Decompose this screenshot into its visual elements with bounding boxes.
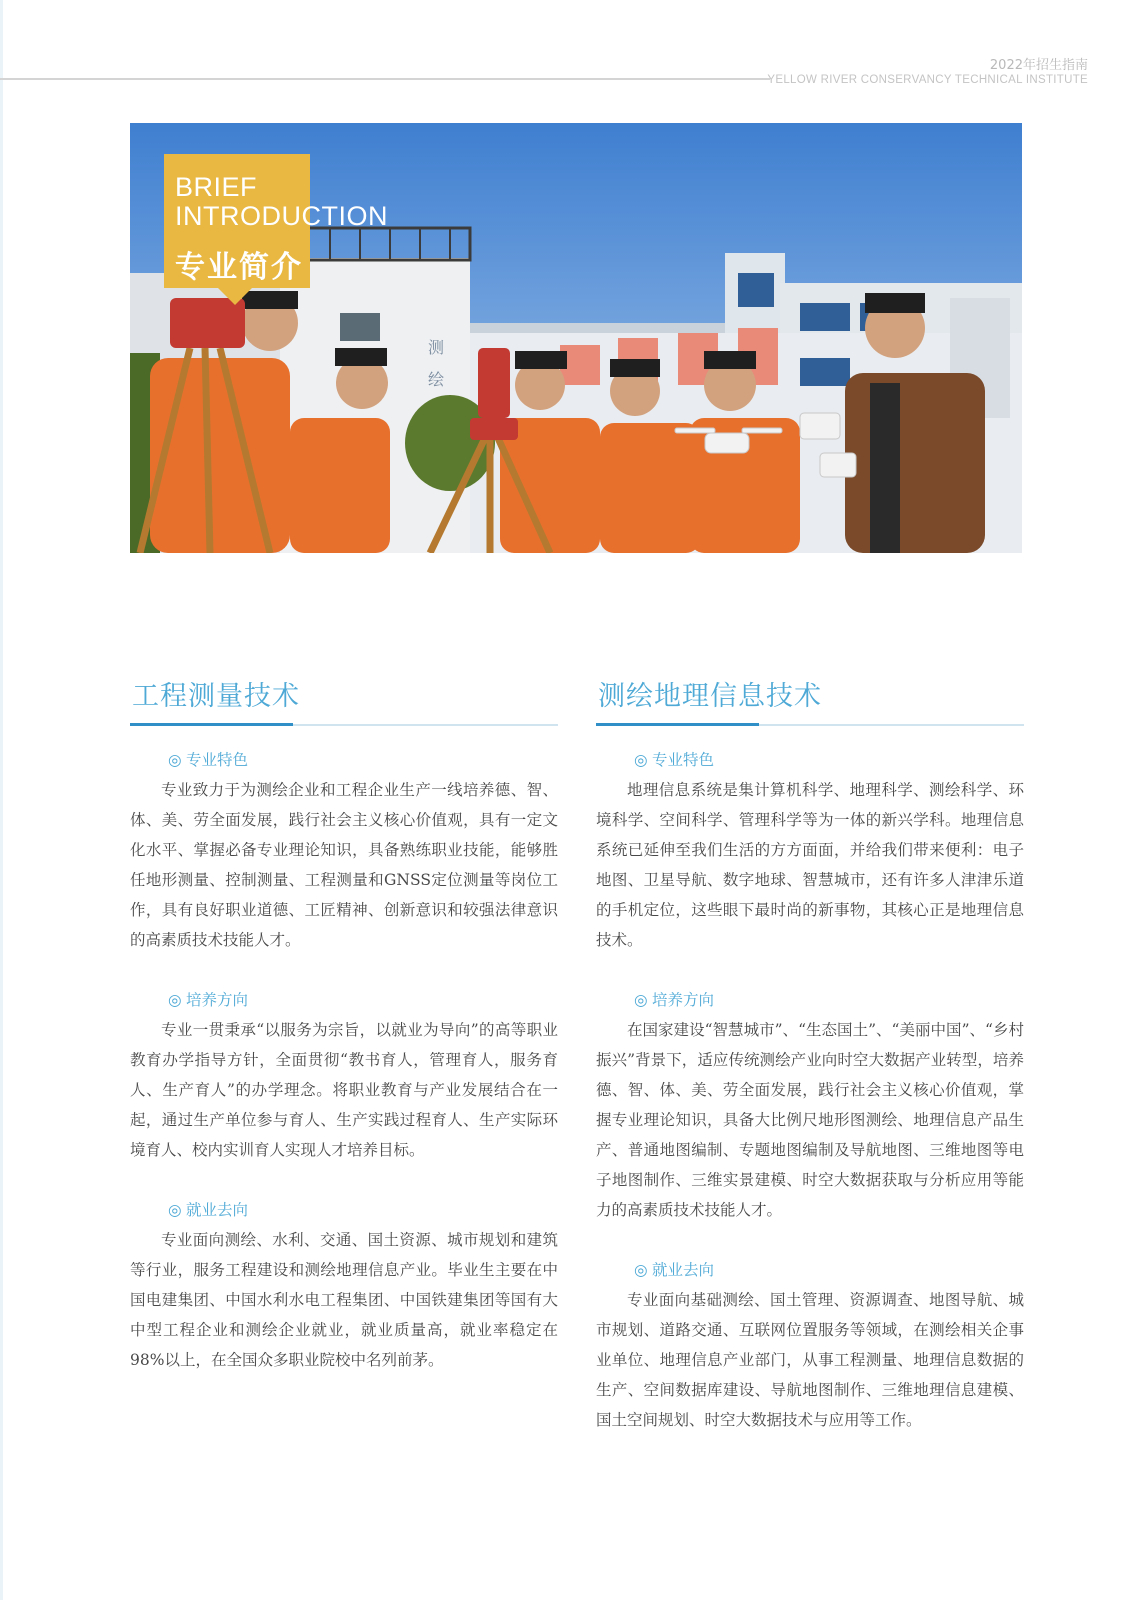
target-bullet-icon: ◎ — [168, 991, 182, 1009]
photo-sign-char-2: 绘 — [428, 370, 445, 389]
target-bullet-icon: ◎ — [634, 751, 648, 769]
target-bullet-icon: ◎ — [168, 1201, 182, 1219]
institute-name: YELLOW RIVER CONSERVANCY TECHNICAL INSTITUTE — [767, 74, 1088, 86]
right-column — [596, 679, 1024, 1435]
section-heading — [168, 985, 558, 1015]
intro-en-line-2: INTRODUCTION — [175, 201, 388, 231]
column-title-accent — [130, 723, 293, 726]
section-heading-label: 就业去向 — [652, 1261, 715, 1279]
section-paragraph: 专业面向测绘、水利、交通、国土资源、城市规划和建筑等行业，服务工程建设和测绘地理信息产业。毕业生主要在中国电建集团、中国水利水电工程集团、中国铁建集团等国有大中型工程企业和测绘企业就业，就业质量高，就业率稳定在98%以上，在全国众多职业院校中名列前茅。 — [130, 1231, 558, 1369]
column-title: 测绘地理信息技术 — [598, 681, 822, 712]
column-title-rule — [596, 724, 1024, 726]
section-heading-label: 就业去向 — [186, 1201, 249, 1219]
section-paragraph: 在国家建设“智慧城市”、“生态国土”、“美丽中国”、“乡村振兴”背景下，适应传统测绘产业向时空大数据产业转型，培养德、智、体、美、劳全面发展，践行社会主义核心价值观，掌握专业理论知识，具备大比例尺地形图测绘、地理信息产品生产、普通地图编制、专题地图编制及导航地图、三维地图等电子地图制作、三维实景建模、时空大数据获取与分析应用等能力的高素质技术技能人才。 — [596, 1021, 1024, 1219]
badge-pointer — [218, 288, 252, 305]
section-heading-label: 培养方向 — [186, 991, 249, 1009]
target-bullet-icon: ◎ — [168, 751, 182, 769]
column-title: 工程测量技术 — [132, 681, 300, 712]
section-paragraph: 专业一贯秉承“以服务为宗旨，以就业为导向”的高等职业教育办学指导方针，全面贯彻“教书育人，管理育人，服务育人、生产育人”的办学理念。将职业教育与产业发展结合在一起，通过生产单位参与育人、生产实践过程育人、生产实际环境育人、校内实训育人实现人才培养目标。 — [130, 1021, 558, 1159]
photo-sign-char-1: 测 — [428, 338, 445, 357]
column-title-rule — [130, 724, 558, 726]
intro-en-line-1: BRIEF — [175, 172, 258, 202]
section-heading — [634, 745, 1024, 775]
guide-year-title: 2022年招生指南 — [989, 58, 1088, 73]
section-heading-label: 专业特色 — [652, 751, 715, 769]
section-heading — [168, 745, 558, 775]
left-column — [130, 679, 558, 1375]
section-heading-label: 培养方向 — [652, 991, 715, 1009]
intro-zh-title: 专业简介 — [175, 250, 303, 285]
section-paragraph: 专业致力于为测绘企业和工程企业生产一线培养德、智、体、美、劳全面发展，践行社会主义核心价值观，具有一定文化水平、掌握必备专业理论知识，具备熟练职业技能，能够胜任地形测量、控制测量、工程测量和GNSS定位测量等岗位工作，具有良好职业道德、工匠精神、创新意识和较强法律意识的高素质技术技能人才。 — [130, 781, 558, 949]
section-heading-label: 专业特色 — [186, 751, 249, 769]
section-paragraph: 专业面向基础测绘、国土管理、资源调查、地图导航、城市规划、道路交通、互联网位置服务等领域，在测绘相关企事业单位、地理信息产业部门，从事工程测量、地理信息数据的生产、空间数据库建设、导航地图制作、三维地理信息建模、国土空间规划、时空大数据技术与应用等工作。 — [596, 1291, 1024, 1429]
page-edge-strip — [0, 0, 3, 1600]
target-bullet-icon: ◎ — [634, 1261, 648, 1279]
column-title-accent — [596, 723, 759, 726]
brief-introduction-title — [175, 173, 388, 231]
section-paragraph: 地理信息系统是集计算机科学、地理科学、测绘科学、环境科学、空间科学、管理科学等为一体的新兴学科。地理信息系统已延伸至我们生活的方方面面，并给我们带来便利：电子地图、卫星导航、数字地球、智慧城市，还有许多人津津乐道的手机定位，这些眼下最时尚的新事物，其核心正是地理信息技术。 — [596, 781, 1024, 949]
section-heading — [168, 1195, 558, 1225]
target-bullet-icon: ◎ — [634, 991, 648, 1009]
section-heading — [634, 985, 1024, 1015]
header-divider — [0, 78, 770, 80]
section-heading — [634, 1255, 1024, 1285]
